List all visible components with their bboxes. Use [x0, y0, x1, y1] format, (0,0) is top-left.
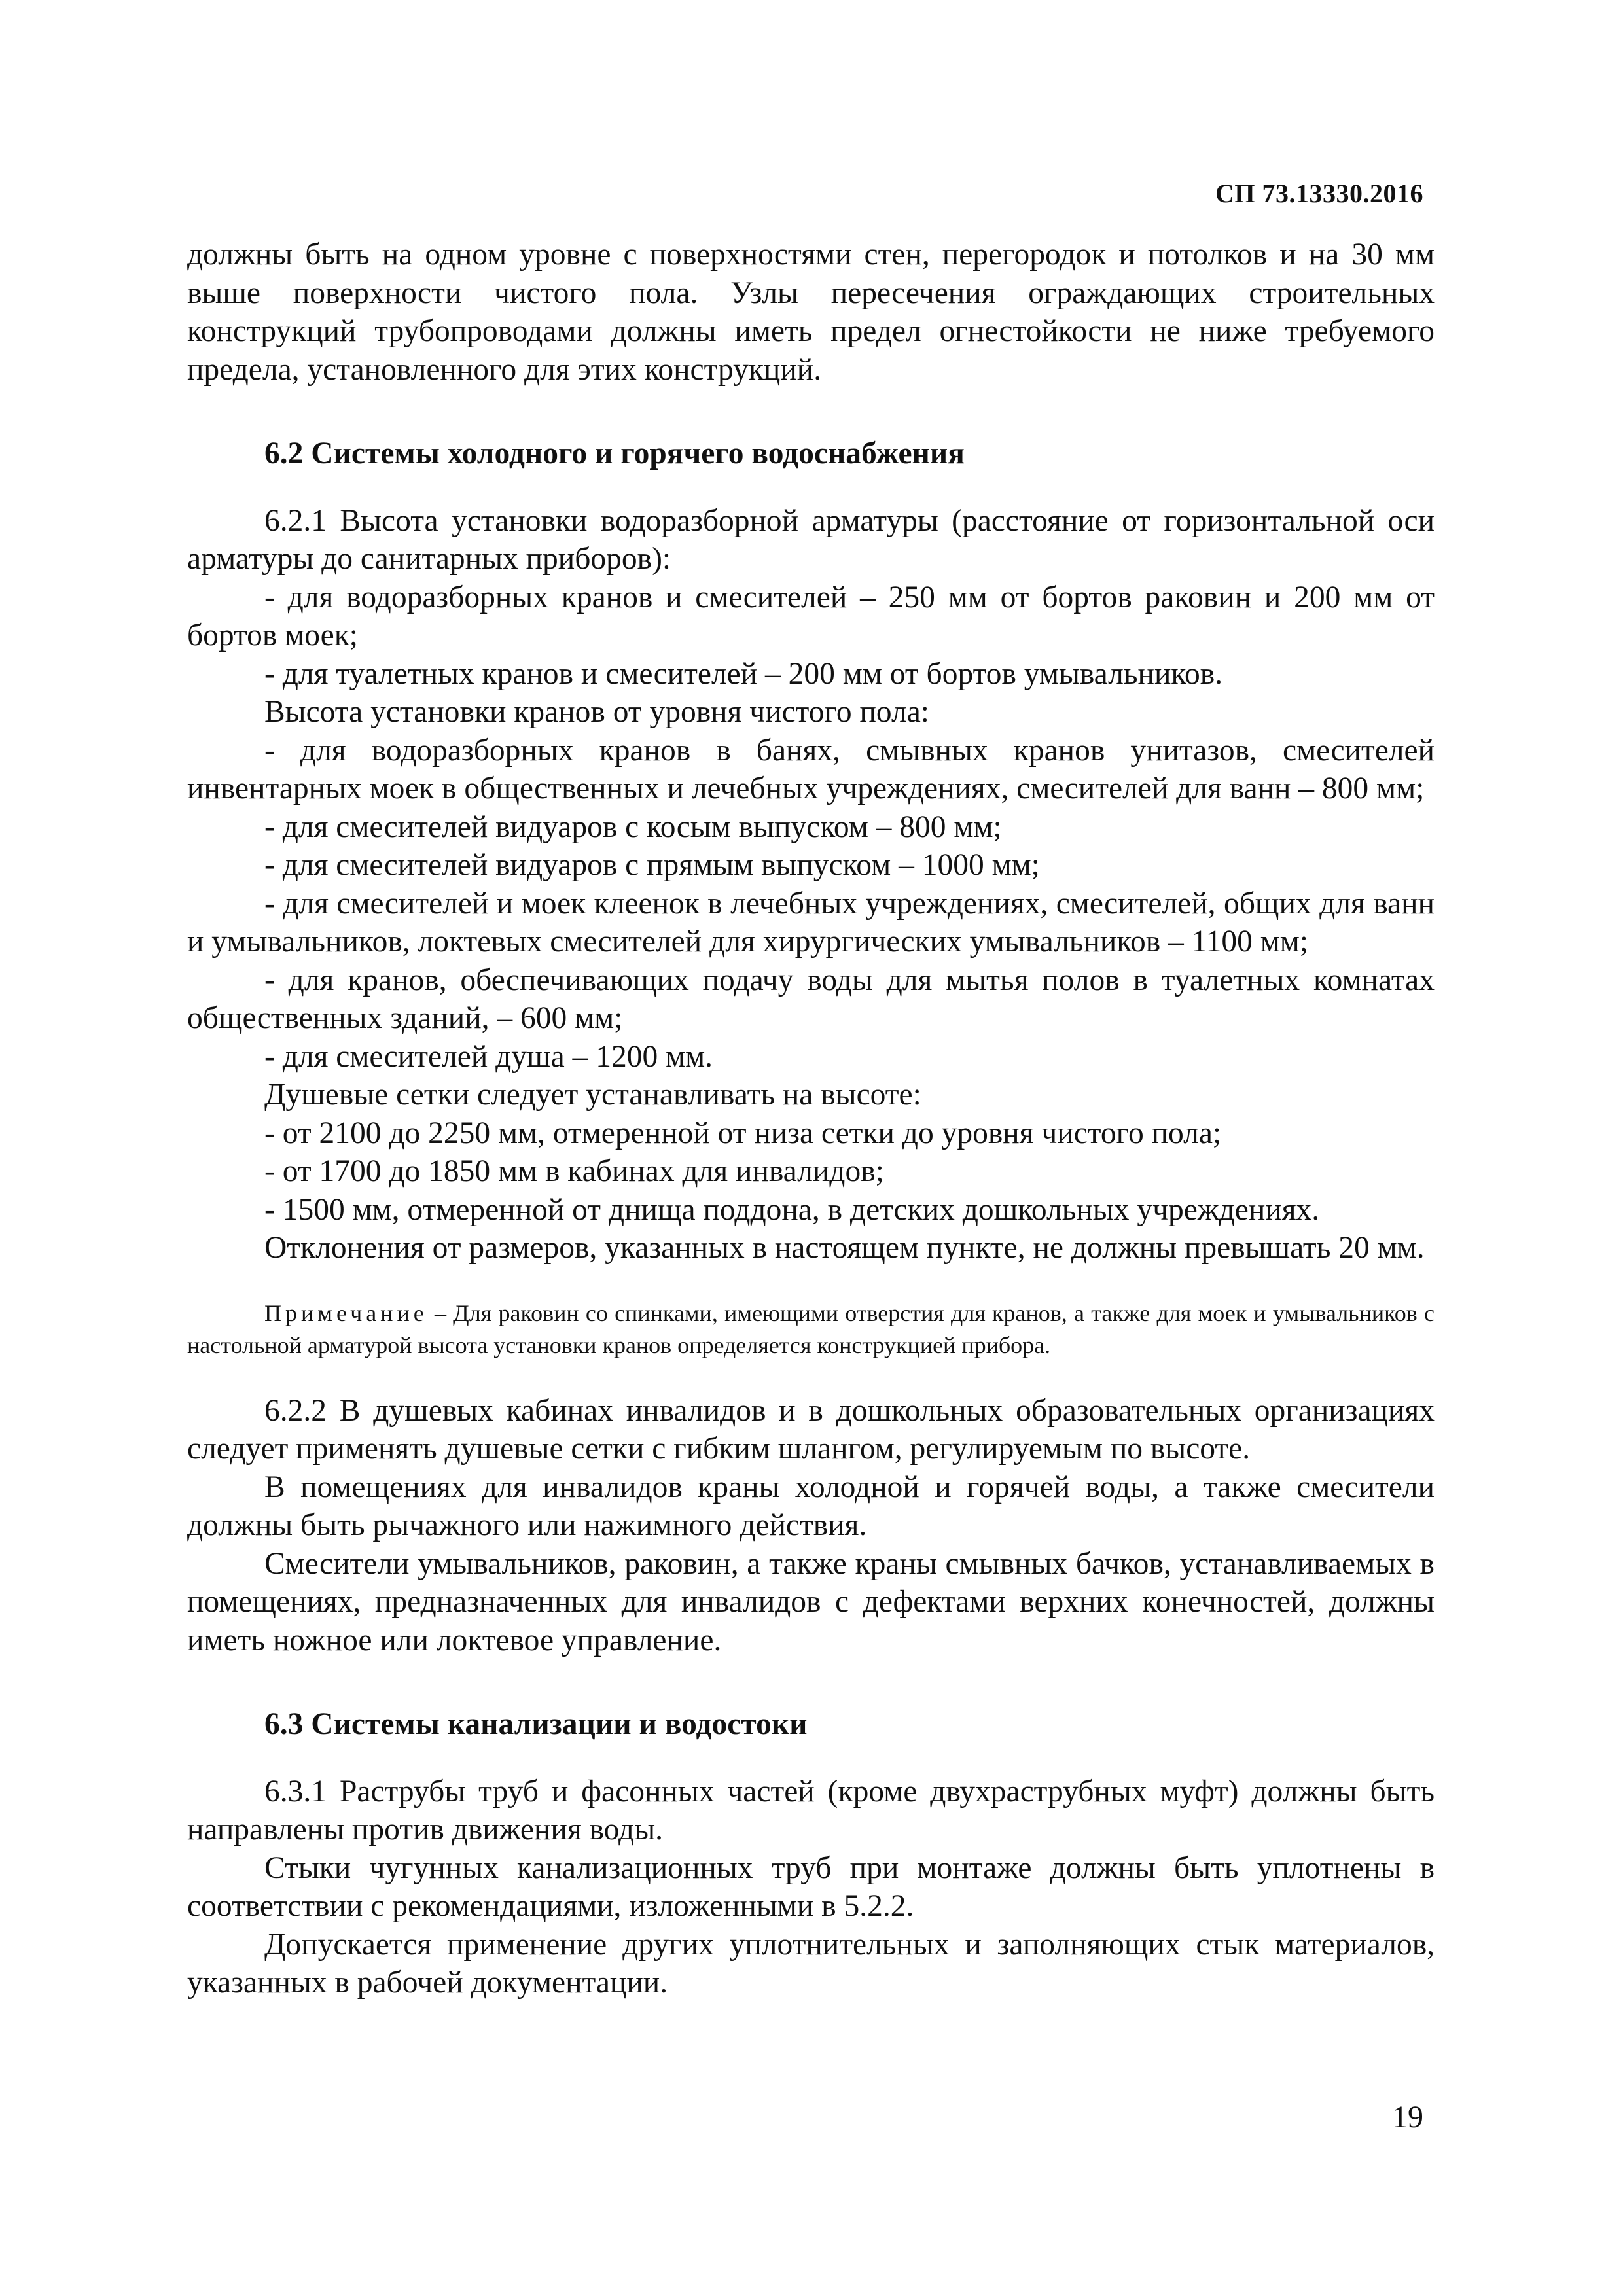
list-item: - для водоразборных кранов в банях, смывных кранов унитазов, смесителей инвентарных моек в общественных и лечебных учреждениях, смесителей для ванн – 800 мм; — [187, 733, 1435, 805]
list-item: - 1500 мм, отмеренной от днища поддона, в детских дошкольных учреждениях. — [264, 1192, 1320, 1227]
paragraph: Душевые сетки следует устанавливать на высоте: — [264, 1078, 921, 1112]
list-item: - от 2100 до 2250 мм, отмеренной от низа сетки до уровня чистого пола; — [264, 1116, 1222, 1150]
list-item: - для туалетных кранов и смесителей – 200 мм от бортов умывальников. — [264, 656, 1223, 691]
paragraph: Допускается применение других уплотнительных и заполняющих стык материалов, указанных в рабочей документации. — [187, 1927, 1435, 2000]
paragraph: Отклонения от размеров, указанных в настоящем пункте, не должны превышать 20 мм. — [264, 1231, 1425, 1265]
note-text: – Для раковин со спинками, имеющими отверстия для кранов, а также для моек и умывальников с настольной арматурой высота установки кранов определяется конструкцией прибора. — [187, 1299, 1435, 1358]
note-label: Примечание — [264, 1299, 428, 1326]
list-item: - для смесителей видуаров с прямым выпуском – 1000 мм; — [264, 848, 1040, 882]
page-body — [187, 236, 1435, 2002]
list-item: - для смесителей видуаров с косым выпуском – 800 мм; — [264, 809, 1002, 844]
list-item: - для водоразборных кранов и смесителей – 250 мм от бортов раковин и 200 мм от бортов моек; — [187, 580, 1435, 652]
list-item: - для смесителей душа – 1200 мм. — [264, 1039, 713, 1074]
section-heading-6-2: 6.2 Системы холодного и горячего водоснабжения — [264, 436, 965, 470]
paragraph-continuation: должны быть на одном уровне с поверхностями стен, перегородок и потолков и на 30 мм выше поверхности чистого пола. Узлы пересечения ограждающих строительных конструкций трубопроводами должны иметь предел огнестойкости не ниже требуемого предела, установленного для этих конструкций. — [187, 238, 1435, 387]
list-item: - для смесителей и моек клеенок в лечебных учреждениях, смесителей, общих для ванн и умывальников, локтевых смесителей для хирургических умывальников – 1100 мм; — [187, 886, 1435, 959]
paragraph-6-2-2: 6.2.2 В душевых кабинах инвалидов и в дошкольных образовательных организациях следует применять душевые сетки с гибким шлангом, регулируемым по высоте. — [187, 1393, 1435, 1466]
paragraph: Стыки чугунных канализационных труб при монтаже должны быть уплотнены в соответствии с рекомендациями, изложенными в 5.2.2. — [187, 1850, 1435, 1923]
paragraph: Смесители умывальников, раковин, а также краны смывных бачков, устанавливаемых в помещениях, предназначенных для инвалидов с дефектами верхних конечностей, должны иметь ножное или локтевое управление. — [187, 1546, 1435, 1657]
paragraph: Высота установки кранов от уровня чистого пола: — [264, 695, 930, 729]
paragraph-6-3-1: 6.3.1 Раструбы труб и фасонных частей (кроме двухраструбных муфт) должны быть направлены против движения воды. — [187, 1774, 1435, 1846]
document-code: СП 73.13330.2016 — [1215, 179, 1423, 208]
section-heading-6-3: 6.3 Системы канализации и водостоки — [264, 1707, 808, 1741]
paragraph-6-2-1: 6.2.1 Высота установки водоразборной арматуры (расстояние от горизонтальной оси арматуры до санитарных приборов): — [187, 503, 1435, 576]
list-item: - для кранов, обеспечивающих подачу воды для мытья полов в туалетных комнатах общественных зданий, – 600 мм; — [187, 963, 1435, 1035]
paragraph: В помещениях для инвалидов краны холодной и горячей воды, а также смесители должны быть рычажного или нажимного действия. — [187, 1470, 1435, 1542]
list-item: - от 1700 до 1850 мм в кабинах для инвалидов; — [264, 1154, 884, 1188]
page-number: 19 — [1392, 2100, 1423, 2134]
note — [187, 1298, 1435, 1362]
